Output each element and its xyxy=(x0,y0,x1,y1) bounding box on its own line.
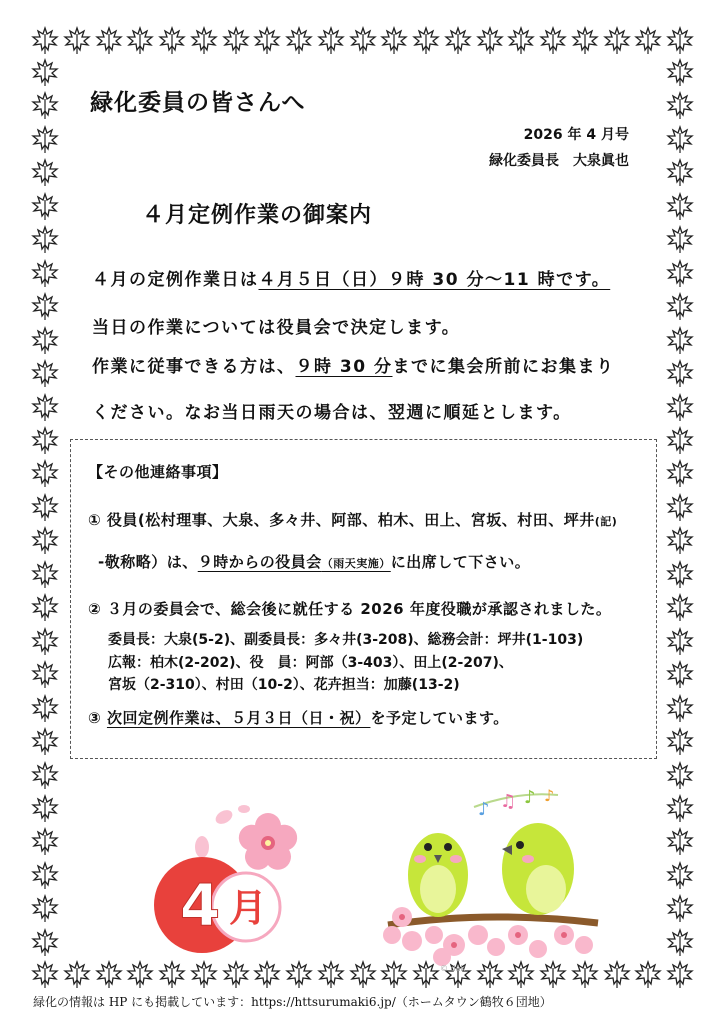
paragraph-rain: ください。なお当日雨天の場合は、翌週に順延とします。 xyxy=(92,403,572,423)
work-date: ４月５日（日）９時 30 分～11 時です。 xyxy=(258,270,611,290)
maple-leaf-icon xyxy=(665,827,695,857)
maple-leaf-icon xyxy=(284,960,314,990)
maple-leaf-icon xyxy=(602,26,632,56)
maple-leaf-icon xyxy=(30,593,60,623)
maple-leaf-icon xyxy=(665,526,695,556)
maple-leaf-icon xyxy=(125,960,155,990)
svg-text:♪: ♪ xyxy=(524,787,536,808)
notice-item-2: ② ３月の委員会で、総会後に就任する 2026 年度役職が承認されました。 xyxy=(88,600,612,618)
maple-leaf-icon xyxy=(665,359,695,389)
maple-leaf-icon xyxy=(30,928,60,958)
maple-leaf-icon xyxy=(633,960,663,990)
maple-leaf-icon xyxy=(252,26,282,56)
maple-leaf-icon xyxy=(665,694,695,724)
maple-leaf-icon xyxy=(30,894,60,924)
leaf-border-right xyxy=(665,58,695,958)
leaf-border-top xyxy=(30,26,695,56)
notice-item-1-cont: -敬称略）は、９時からの役員会（雨天実施）に出席して下さい。 xyxy=(98,553,531,571)
svg-text:♫: ♫ xyxy=(500,791,517,812)
maple-leaf-icon xyxy=(157,26,187,56)
maple-leaf-icon xyxy=(633,26,663,56)
maple-leaf-icon xyxy=(316,26,346,56)
maple-leaf-icon xyxy=(506,26,536,56)
next-work-date: 次回定例作業は、５月３日（日・祝） xyxy=(106,709,371,727)
maple-leaf-icon xyxy=(221,26,251,56)
maple-leaf-icon xyxy=(30,627,60,657)
maple-leaf-icon xyxy=(665,125,695,155)
maple-leaf-icon xyxy=(665,894,695,924)
maple-leaf-icon xyxy=(665,158,695,188)
maple-leaf-icon xyxy=(475,26,505,56)
officer-list-line-3: 宮坂（2-310）、村田（10-2）、花卉担当：加藤(13-2) xyxy=(108,677,460,693)
maple-leaf-icon xyxy=(570,26,600,56)
maple-leaf-icon xyxy=(665,91,695,121)
maple-leaf-icon xyxy=(284,26,314,56)
paragraph-assembly: 作業に従事できる方は、９時 30 分までに集会所前にお集まり xyxy=(92,357,615,377)
maple-leaf-icon xyxy=(30,694,60,724)
maple-leaf-icon xyxy=(665,225,695,255)
maple-leaf-icon xyxy=(665,58,695,88)
maple-leaf-icon xyxy=(157,960,187,990)
maple-leaf-icon xyxy=(348,960,378,990)
bird-right-icon xyxy=(502,823,574,915)
assembly-time: ９時 30 分 xyxy=(295,357,393,377)
maple-leaf-icon xyxy=(221,960,251,990)
leaf-border-left xyxy=(30,58,60,958)
maple-leaf-icon xyxy=(30,91,60,121)
maple-leaf-icon xyxy=(30,225,60,255)
month-badge-number: 4 xyxy=(179,871,221,939)
branch xyxy=(388,917,598,925)
maple-leaf-icon xyxy=(30,326,60,356)
maple-leaf-icon xyxy=(665,761,695,791)
maple-leaf-icon xyxy=(30,493,60,523)
maple-leaf-icon xyxy=(30,794,60,824)
maple-leaf-icon xyxy=(665,660,695,690)
maple-leaf-icon xyxy=(665,627,695,657)
maple-leaf-icon xyxy=(30,192,60,222)
maple-leaf-icon xyxy=(665,326,695,356)
maple-leaf-icon xyxy=(411,26,441,56)
maple-leaf-icon xyxy=(665,560,695,590)
maple-leaf-icon xyxy=(379,26,409,56)
maple-leaf-icon xyxy=(665,493,695,523)
notice-item-3: ③ 次回定例作業は、５月３日（日・祝）を予定しています。 xyxy=(88,709,509,727)
svg-text:♪: ♪ xyxy=(478,799,490,820)
april-badge-illustration xyxy=(140,795,320,955)
maple-leaf-icon xyxy=(665,426,695,456)
maple-leaf-icon xyxy=(665,459,695,489)
notices-heading: 【その他連絡事項】 xyxy=(88,463,228,481)
maple-leaf-icon xyxy=(125,26,155,56)
maple-leaf-icon xyxy=(30,660,60,690)
maple-leaf-icon xyxy=(30,526,60,556)
maple-leaf-icon xyxy=(62,26,92,56)
illustration-credit: © dak xyxy=(440,964,466,973)
maple-leaf-icon xyxy=(30,827,60,857)
maple-leaf-icon xyxy=(665,192,695,222)
author-line: 緑化委員長 大泉眞也 xyxy=(489,153,629,169)
issue-date: 2026 年 4 月号 xyxy=(523,127,629,143)
maple-leaf-icon xyxy=(665,259,695,289)
maple-leaf-icon xyxy=(30,560,60,590)
notice-heading: ４月定例作業の御案内 xyxy=(142,203,373,228)
footer-note: 緑化の情報は HP にも掲載しています：https://httsurumaki6.jp/（ホームタウン鶴牧６団地） xyxy=(33,995,552,1009)
maple-leaf-icon xyxy=(252,960,282,990)
svg-text:♪: ♪ xyxy=(544,786,555,805)
maple-leaf-icon xyxy=(94,26,124,56)
maple-leaf-icon xyxy=(189,960,219,990)
maple-leaf-icon xyxy=(30,761,60,791)
maple-leaf-icon xyxy=(94,960,124,990)
maple-leaf-icon xyxy=(665,928,695,958)
maple-leaf-icon xyxy=(30,393,60,423)
maple-leaf-icon xyxy=(30,861,60,891)
maple-leaf-icon xyxy=(30,727,60,757)
maple-leaf-icon xyxy=(30,259,60,289)
maple-leaf-icon xyxy=(538,26,568,56)
paragraph-decision: 当日の作業については役員会で決定します。 xyxy=(92,318,461,338)
page-title: 緑化委員の皆さんへ xyxy=(90,90,306,116)
maple-leaf-icon xyxy=(665,292,695,322)
officer-list-line-2: 広報：柏木(2-202)、役 員：阿部（3-403）、田上(2-207)、 xyxy=(108,655,513,671)
music-notes-icon xyxy=(474,786,558,820)
maple-leaf-icon xyxy=(30,459,60,489)
maple-leaf-icon xyxy=(189,26,219,56)
maple-leaf-icon xyxy=(30,158,60,188)
maple-leaf-icon xyxy=(665,861,695,891)
officer-list-line-1: 委員長：大泉(5-2)、副委員長：多々井(3-208)、総務会計：坪井(1-103) xyxy=(108,632,584,648)
maple-leaf-icon xyxy=(665,26,695,56)
maple-leaf-icon xyxy=(30,960,60,990)
maple-leaf-icon xyxy=(348,26,378,56)
maple-leaf-icon xyxy=(30,426,60,456)
maple-leaf-icon xyxy=(665,593,695,623)
maple-leaf-icon xyxy=(62,960,92,990)
paragraph-work-date: ４月の定例作業日は４月５日（日）９時 30 分～11 時です。 xyxy=(92,270,611,290)
maple-leaf-icon xyxy=(665,794,695,824)
maple-leaf-icon xyxy=(30,58,60,88)
maple-leaf-icon xyxy=(665,727,695,757)
maple-leaf-icon xyxy=(665,393,695,423)
notice-item-1: ① 役員(松村理事、大泉、多々井、阿部、柏木、田上、宮坂、村田、坪井(記) xyxy=(88,511,618,529)
month-badge-kanji: 月 xyxy=(228,886,268,930)
maple-leaf-icon xyxy=(30,292,60,322)
board-meeting: ９時からの役員会（雨天実施） xyxy=(197,553,391,571)
maple-leaf-icon xyxy=(30,359,60,389)
maple-leaf-icon xyxy=(30,26,60,56)
maple-leaf-icon xyxy=(316,960,346,990)
birds-illustration xyxy=(378,785,608,975)
maple-leaf-icon xyxy=(665,960,695,990)
bird-left-icon xyxy=(408,833,468,917)
maple-leaf-icon xyxy=(30,125,60,155)
maple-leaf-icon xyxy=(443,26,473,56)
